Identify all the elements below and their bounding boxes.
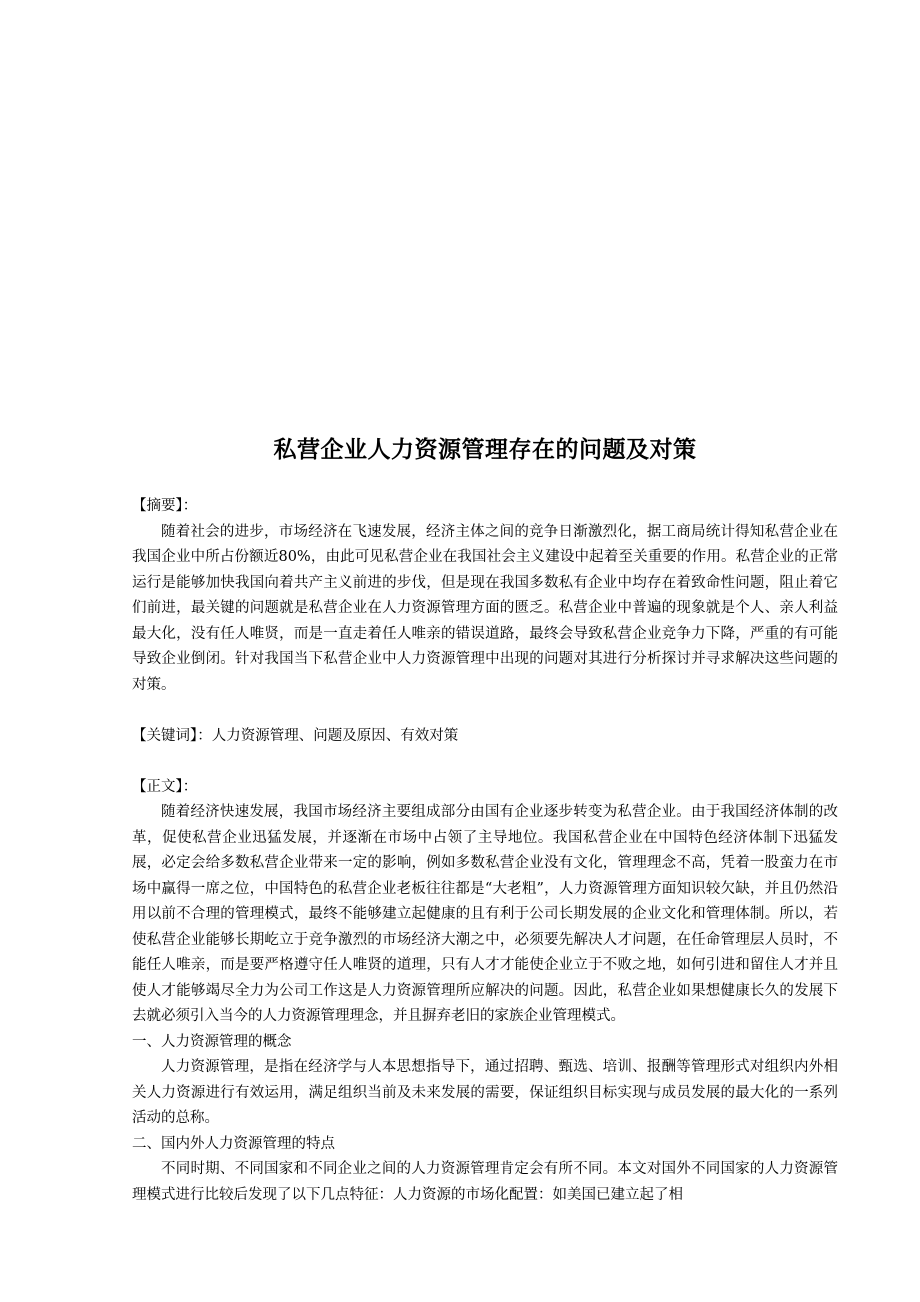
keywords-text: 人力资源管理、问题及原因、有效对策 [211, 727, 459, 744]
section2-heading: 二、国内外人力资源管理的特点 [132, 1135, 335, 1152]
abstract-paragraph: 随着社会的进步，市场经济在飞速发展，经济主体之间的竞争日渐激烈化，据工商局统计得知私营企业在我国企业中所占份额近80%，由此可见私营企业在我国社会主义建设中起着至关重要的作用。私营企业的正常运行是能够加快我国向着共产主义前进的步伐，但是现在我国多数私有企业中均存在着致命性问题，阻止着它们前进，最关键的问题就是私营企业在人力资源管理方面的匮乏。私营企业中普遍的现象就是个人、亲人利益最大化，没有任人唯贤，而是一直走着任人唯亲的错误道路，最终会导致私营企业竞争力下降，严重的有可能导致企业倒闭。针对我国当下私营企业中人力资源管理中出现的问题对其进行分析探讨并寻求解决这些问题的对策。 [132, 523, 838, 693]
keywords-line [132, 724, 838, 750]
spacer [132, 749, 838, 775]
document-title: 私营企业人力资源管理存在的问题及对策 [273, 437, 697, 463]
abstract-label: 【摘要】： [132, 498, 198, 514]
document-page [132, 430, 838, 1208]
section2-paragraph: 不同时期、不同国家和不同企业之间的人力资源管理肯定会有所不同。本文对国外不同国家的人力资源管理模式进行比较后发现了以下几点特征：人力资源的市场化配置：如美国已建立起了相 [132, 1161, 838, 1203]
body-label: 【正文】： [132, 778, 198, 795]
body-intro-paragraph: 随着经济快速发展，我国市场经济主要组成部分由国有企业逐步转变为私营企业。由于我国经济体制的改革，促使私营企业迅猛发展，并逐渐在市场中占领了主导地位。我国私营企业在中国特色经济体制下迅猛发展，必定会给多数私营企业带来一定的影响，例如多数私营企业没有文化，管理理念不高，凭着一股蛮力在市场中赢得一席之位，中国特色的私营企业老板往往都是“大老粗”，人力资源管理方面知识较欠缺，并且仍然沿用以前不合理的管理模式，最终不能够建立起健康的且有利于公司长期发展的企业文化和管理体制。所以，若使私营企业能够长期屹立于竞争激烈的市场经济大潮之中，必须要先解决人才问题，在任命管理层人员时，不能任人唯亲，而是要严格遵守任人唯贤的道理，只有人才才能使企业立于不败之地，如何引进和留住人才并且使人才能够竭尽全力为公司工作这是人力资源管理所应解决的问题。因此，私营企业如果想健康长久的发展下去就必须引入当今的人力资源管理理念，并且摒弃老旧的家族企业管理模式。 [132, 804, 838, 1024]
section1-heading: 一、人力资源管理的概念 [132, 1033, 292, 1050]
section1-paragraph: 人力资源管理，是指在经济学与人本思想指导下，通过招聘、甄选、培训、报酬等管理形式对组织内外相关人力资源进行有效运用，满足组织当前及未来发展的需要，保证组织目标实现与成员发展的最大化的一系列活动的总称。 [132, 1059, 838, 1126]
keywords-label: 【关键词】： [132, 727, 212, 744]
spacer [132, 698, 838, 724]
